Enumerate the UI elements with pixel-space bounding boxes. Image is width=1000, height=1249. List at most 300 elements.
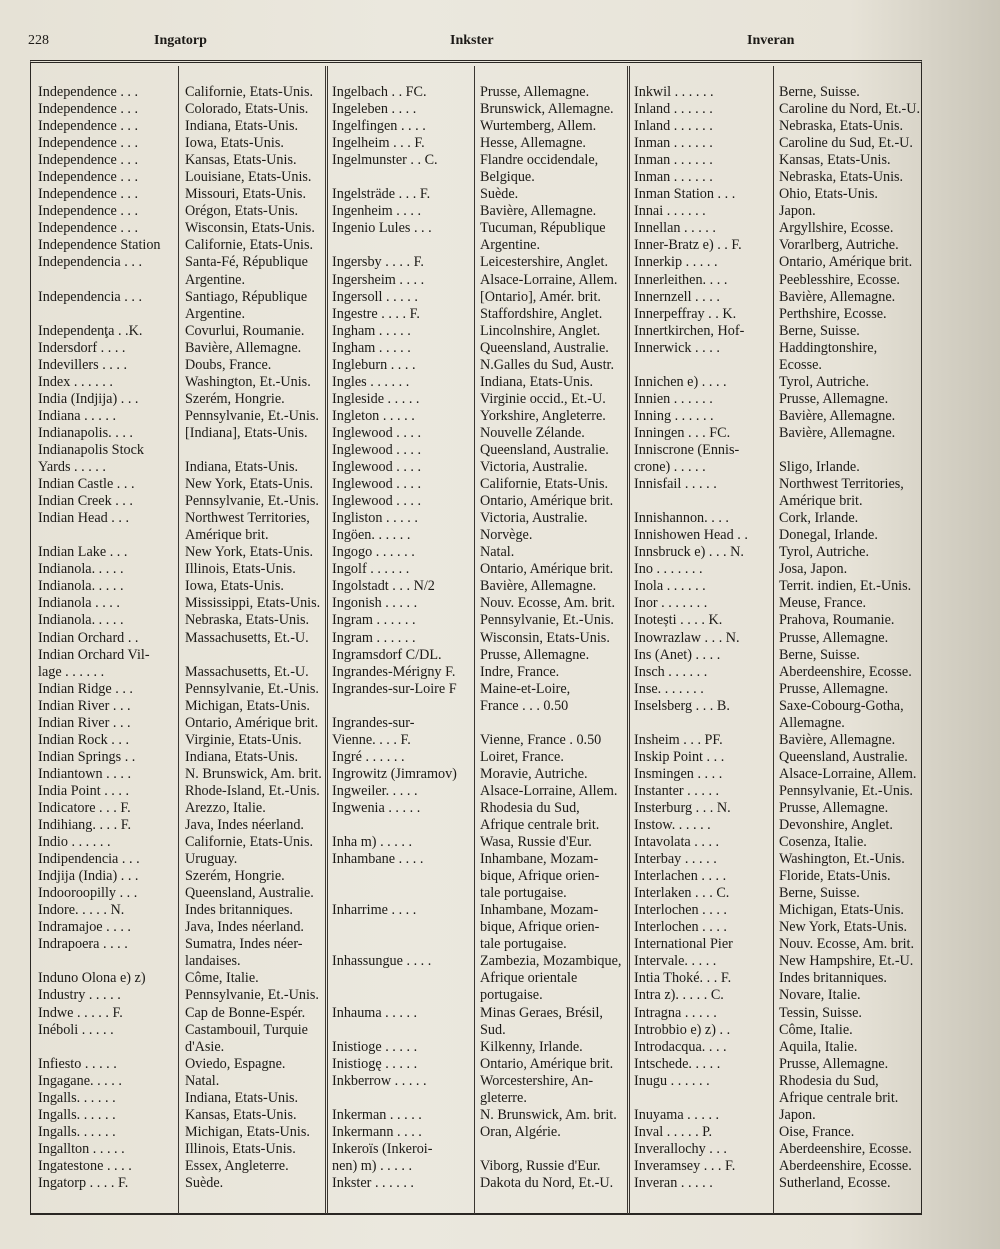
list-item: Inning . . . . . . [634,407,714,424]
list-item: Aberdeenshire, Ecosse. [779,663,912,680]
list-item: Innichen e) . . . . [634,373,727,390]
list-item: Josa, Japon. [779,561,848,578]
list-item: Ingham . . . . . [332,339,411,356]
list-item [332,970,474,987]
list-item: Ingham . . . . . [332,322,411,339]
list-item: Interbay . . . . . [634,851,717,868]
list-item [332,936,474,953]
list-item: Ingenio Lules . . . [332,220,432,237]
list-item: d'Asie. [185,1038,225,1055]
list-item: Inse. . . . . . . [634,680,704,697]
list-item: Inman . . . . . . [634,169,713,186]
list-item [332,987,474,1004]
list-item: Tyrol, Autriche. [779,373,870,390]
list-item: Castambouil, Turquie [185,1021,308,1038]
list-item: Innai . . . . . . [634,203,706,220]
list-item: Ingestre . . . . F. [332,305,420,322]
list-item: Prusse, Allemagne. [779,390,889,407]
list-item: Santiago, République [185,288,308,305]
list-item: Indian Orchard Vil- [38,646,150,663]
list-item: Uruguay. [185,851,238,868]
list-item: Ingatorp . . . . F. [38,1175,129,1191]
list-item: Louisiane, Etats-Unis. [185,169,312,186]
list-item: Independence . . . [38,118,139,135]
list-item: Wisconsin, Etats-Unis. [185,220,315,237]
list-item: Indian Orchard . . [38,629,139,646]
list-item: Indiana . . . . . [38,407,117,424]
list-item: Illinois, Etats-Unis. [185,1140,296,1157]
list-item: Queensland, Australie. [480,339,609,356]
list-item [38,272,178,289]
list-item: Ingallton . . . . . [38,1140,125,1157]
list-item: Allemagne. [779,714,845,731]
list-item: Cork, Irlande. [779,510,859,527]
page-number: 228 [28,33,49,48]
list-item: Tessin, Suisse. [779,1004,862,1021]
list-item: Maine-et-Loire, [480,680,571,697]
list-item: Ingwenia . . . . . [332,799,421,816]
list-item: Novare, Italie. [779,987,861,1004]
list-item: Ingelmunster . . C. [332,152,438,169]
list-item: Insheim . . . PF. [634,731,723,748]
list-item: Inglewood . . . . [332,493,422,510]
list-item: portugaise. [480,987,543,1004]
list-item: Donegal, Irlande. [779,527,878,544]
list-item: Moravie, Autriche. [480,765,588,782]
list-item: Norvège. [480,527,533,544]
list-item: Szerém, Hongrie. [185,868,285,885]
list-item: Covurlui, Roumanie. [185,322,305,339]
list-item: Ingram . . . . . . [332,612,416,629]
list-item: Dakota du Nord, Et.-U. [480,1175,614,1191]
list-item: Brunswick, Allemagne. [480,101,614,118]
list-item: Staffordshire, Anglet. [480,305,603,322]
list-item: Viborg, Russie d'Eur. [480,1157,601,1174]
list-item: Ino . . . . . . . [634,561,703,578]
list-item: Prusse, Allemagne. [480,646,590,663]
list-item: Indiana, Etats-Unis. [185,118,299,135]
list-item: Intra z). . . . . C. [634,987,724,1004]
list-item: Bavière, Allemagne. [779,407,896,424]
list-item: crone) . . . . . [634,459,706,476]
list-item: Ecosse. [779,356,822,373]
list-item: Ingogo . . . . . . [332,544,415,561]
list-item: bique, Afrique orien- [480,919,600,936]
list-item: Ingrowitz (Jimramov) [332,765,457,782]
list-item: Massachusetts, Et.-U. [185,629,309,646]
list-item: Inveramsey . . . F. [634,1157,736,1174]
list-item: Nebraska, Etats-Unis. [779,169,904,186]
list-item: Ingöen. . . . . . [332,527,411,544]
list-item: Alsace-Lorraine, Allem. [480,271,618,288]
list-item: Ingles . . . . . . [332,373,410,390]
list-item: Indian Ridge . . . [38,680,133,697]
list-item: Innerleithen. . . . [634,271,728,288]
list-item: Szerém, Hongrie. [185,390,285,407]
list-item: Ingleburn . . . . [332,356,416,373]
list-item: N.Galles du Sud, Austr. [480,356,614,373]
list-item: Loiret, France. [480,748,564,765]
list-item: Worcestershire, An- [480,1072,594,1089]
list-item: Prahova, Roumanie. [779,612,895,629]
list-item: Virginie, Etats-Unis. [185,731,302,748]
list-item: Innsbruck e) . . . N. [634,544,744,561]
list-item: lage . . . . . . [38,663,105,680]
list-item: Industry . . . . . [38,987,121,1004]
list-item: Devonshire, Anglet. [779,817,893,834]
list-item: Berne, Suisse. [779,885,860,902]
list-item: Flandre occidendale, [480,152,599,169]
list-item: Pennsylvanie, Et.-Unis. [185,987,319,1004]
list-item: Indrapoera . . . . [38,936,128,953]
list-item: Cosenza, Italie. [779,834,867,851]
list-item: Indianapolis Stock [38,441,144,458]
list-item: Ingrandes-sur- [332,714,415,731]
list-item: Sud. [480,1021,506,1038]
list-item: Ingalls. . . . . . [38,1123,116,1140]
list-item: Queensland, Australie. [779,748,908,765]
list-item: Californie, Etats-Unis. [185,84,314,100]
list-item: Instanter . . . . . [634,782,720,799]
list-item: Washington, Et.-Unis. [779,851,905,868]
list-item [332,1090,474,1107]
list-item: Kansas, Etats-Unis. [185,1106,297,1123]
column-place-names-2 [332,84,474,1192]
list-item: Indian Springs . . [38,748,136,765]
list-item: India Point . . . . [38,782,130,799]
list-item: Ingagane. . . . . [38,1072,122,1089]
list-item: N. Brunswick, Am. brit. [480,1106,617,1123]
list-item: Indianola. . . . . [38,561,124,578]
list-item [332,868,474,885]
list-item: Berne, Suisse. [779,646,860,663]
list-item: Pennsylvanie, Et.-Unis. [185,407,319,424]
list-item: Independence . . . [38,84,139,100]
list-item: Côme, Italie. [779,1021,853,1038]
list-item: Queensland, Australie. [185,885,314,902]
list-item: Inval . . . . . P. [634,1123,713,1140]
list-item: Inselsberg . . . B. [634,697,730,714]
list-item: Interlochen . . . . [634,902,727,919]
list-item: Independence . . . [38,203,139,220]
list-item: Ontario, Amérique brit. [185,714,319,731]
list-item: Ingersoll . . . . . [332,288,418,305]
list-item: Independence . . . [38,152,139,169]
list-item: Indiana, Etats-Unis. [185,748,299,765]
list-item [38,953,178,970]
list-item [38,306,178,323]
list-item: Introdacqua. . . . [634,1038,727,1055]
list-item: India (Indjija) . . . [38,390,139,407]
list-item: Côme, Italie. [185,970,259,987]
list-item: Peeblesshire, Ecosse. [779,271,900,288]
list-item: Inman . . . . . . [634,135,713,152]
list-item: Ingrandes-sur-Loire F [332,680,457,697]
list-item: Java, Indes néerland. [185,919,304,936]
list-item: Prusse, Allemagne. [779,1055,889,1072]
list-item: Ingalls. . . . . . [38,1089,116,1106]
column-divider [474,66,475,1214]
list-item: Independenţa . .K. [38,322,143,339]
list-item: Ingleside . . . . . [332,390,420,407]
list-item: Bavière, Allemagne. [480,203,597,220]
header-last-entry: Inveran [747,33,795,48]
list-item: Ingelsträde . . . F. [332,186,431,203]
list-item: Inhambane . . . . [332,851,424,868]
list-item: Ingonish . . . . . [332,595,418,612]
list-item: Innerkip . . . . . [634,254,718,271]
list-item [634,715,774,732]
list-item: Japon. [779,203,816,220]
list-item: Ingré . . . . . . [332,748,405,765]
list-item: Ontario, Amérique brit. [480,493,614,510]
list-item: Virginie occid., Et.-U. [480,390,606,407]
list-item: Nouv. Ecosse, Am. brit. [480,595,616,612]
list-item: Washington, Et.-Unis. [185,373,311,390]
list-item: Inkberrow . . . . . [332,1072,427,1089]
list-item: Insch . . . . . . [634,663,708,680]
list-item: Haddingtonshire, [779,339,878,356]
list-item: Inverallochy . . . [634,1140,727,1157]
list-item: Berne, Suisse. [779,84,860,100]
list-item [332,237,474,254]
list-item: Hesse, Allemagne. [480,135,586,152]
list-item [332,169,474,186]
list-item: New York, Etats-Unis. [779,919,908,936]
list-item: Inkeroïs (Inkeroi- [332,1140,433,1157]
list-item: landaises. [185,953,241,970]
list-item: Indicatore . . . F. [38,799,131,816]
list-item: Nebraska, Etats-Unis. [779,118,904,135]
list-item: Ins (Anet) . . . . [634,646,721,663]
list-item: Michigan, Etats-Unis. [185,697,310,714]
list-item: Inglewood . . . . [332,441,422,458]
list-item: Indore. . . . . N. [38,902,125,919]
list-item: Oran, Algérie. [480,1123,561,1140]
list-item: tale portugaise. [480,885,567,902]
list-item: Ingrandes-Mérigny F. [332,663,456,680]
list-item: Indre, France. [480,663,560,680]
list-item: Inskip Point . . . [634,748,725,765]
list-item: Inéboli . . . . . [38,1021,114,1038]
list-item: Iowa, Etats-Unis. [185,135,284,152]
list-item: Michigan, Etats-Unis. [185,1123,310,1140]
list-item: Cap de Bonne-Espér. [185,1004,306,1021]
list-item: Independence . . . [38,186,139,203]
list-item: Perthshire, Ecosse. [779,305,887,322]
list-item: Ingliston . . . . . [332,510,418,527]
list-item: Minas Geraes, Brésil, [480,1004,603,1021]
list-item: Indio . . . . . . [38,834,111,851]
list-item [38,1039,178,1056]
list-item: Ingelfingen . . . . [332,118,426,135]
list-item: Doubs, France. [185,356,272,373]
list-item: Orégon, Etats-Unis. [185,203,299,220]
list-item: Pennsylvanie, Et.-Unis. [185,493,319,510]
list-item: Inola . . . . . . [634,578,706,595]
list-item: Indian River . . . [38,714,131,731]
list-item: Ohio, Etats-Unis. [779,186,878,203]
list-item: Rhodesia du Sud, [779,1072,879,1089]
list-item: Missouri, Etats-Unis. [185,186,306,203]
list-item: Saxe-Cobourg-Gotha, [779,697,904,714]
list-item: Alsace-Lorraine, Allem. [779,765,917,782]
list-item: Indersdorf . . . . [38,339,126,356]
list-item: Kansas, Etats-Unis. [779,152,891,169]
list-item: Alsace-Lorraine, Allem. [480,782,618,799]
list-item: Prusse, Allemagne. [779,629,889,646]
list-item: Inkermann . . . . [332,1123,422,1140]
list-item: Michigan, Etats-Unis. [779,902,904,919]
list-item: Massachusetts, Et.-U. [185,663,309,680]
list-item: Bavière, Allemagne. [480,578,597,595]
list-item: Natal. [185,1072,220,1089]
list-item: Ingatestone . . . . [38,1157,132,1174]
header-first-entry: Ingatorp [154,33,207,48]
list-item [480,1141,628,1158]
list-item: gleterre. [480,1089,527,1106]
list-item: Indian Creek . . . [38,493,133,510]
list-item: Indianola. . . . . [38,612,124,629]
list-item: Indipendencia . . . [38,851,140,868]
list-item: Nouvelle Zélande. [480,424,585,441]
list-item: Nouv. Ecosse, Am. brit. [779,936,915,953]
column-locations-1 [185,84,325,1192]
list-item: Indramajoe . . . . [38,919,131,936]
list-item: Bavière, Allemagne. [779,288,896,305]
list-item: Californie, Etats-Unis. [185,834,314,851]
list-item: Tyrol, Autriche. [779,544,870,561]
list-item: Kansas, Etats-Unis. [185,152,297,169]
list-item: Ingalls. . . . . . [38,1106,116,1123]
list-item: Inhambane, Mozam- [480,902,599,919]
list-item: Arezzo, Italie. [185,799,266,816]
list-item: Intervale. . . . . [634,953,717,970]
list-item: Illinois, Etats-Unis. [185,561,296,578]
list-item: Victoria, Australie. [480,510,588,527]
list-item: Inhambane, Mozam- [480,851,599,868]
list-item: Inor . . . . . . . [634,595,708,612]
list-item [634,1090,774,1107]
list-item: Leicestershire, Anglet. [480,254,609,271]
header-middle-entry: Inkster [450,33,494,48]
list-item: Indes britanniques. [185,902,293,919]
list-item: Inniscrone (Ennis- [634,441,740,458]
list-item: Indiana, Etats-Unis. [185,459,299,476]
list-item: Oviedo, Espagne. [185,1055,286,1072]
list-item: Prusse, Allemagne. [480,84,590,100]
list-item: Innien . . . . . . [634,390,713,407]
list-item: Inistiogę . . . . . [332,1055,418,1072]
list-item [38,527,178,544]
list-item [332,698,474,715]
list-item: Bavière, Allemagne. [779,731,896,748]
list-item: Kilkenny, Irlande. [480,1038,583,1055]
list-item: Mississippi, Etats-Unis. [185,595,321,612]
list-item: Index . . . . . . [38,373,113,390]
list-item: Afrique orientale [480,970,578,987]
list-item: Indian River . . . [38,697,131,714]
list-item: Pennsylvanie, Et.-Unis. [779,782,913,799]
list-item: Iowa, Etats-Unis. [185,578,284,595]
list-item: Innishowen Head . . [634,527,748,544]
list-item: Wisconsin, Etats-Unis. [480,629,610,646]
list-item: Meuse, France. [779,595,867,612]
list-item: Indevillers . . . . [38,356,128,373]
list-item: Innellan . . . . . [634,220,716,237]
list-item: Suède. [480,186,519,203]
list-item: Introbbio e) z) . . [634,1021,731,1038]
list-item: Indes britanniques. [779,970,887,987]
list-item: Northwest Territories, [185,510,310,527]
list-item: Indian Rock . . . [38,731,130,748]
list-item: Sligo, Irlande. [779,459,860,476]
list-item: Inkerman . . . . . [332,1106,422,1123]
list-item: Aberdeenshire, Ecosse. [779,1140,912,1157]
list-item: New York, Etats-Unis. [185,476,314,493]
list-item: Inman Station . . . [634,186,736,203]
list-item: Inkwil . . . . . . [634,84,714,100]
list-item: Innertkirchen, Hof- [634,322,745,339]
list-item: Wasa, Russie d'Eur. [480,834,592,851]
list-item [332,885,474,902]
list-item: Infiesto . . . . . [38,1055,117,1072]
list-item: Indiana, Etats-Unis. [480,373,594,390]
list-item: Oise, France. [779,1123,855,1140]
list-item: Prusse, Allemagne. [779,680,889,697]
list-item: Insterburg . . . N. [634,799,731,816]
list-item: Inuyama . . . . . [634,1106,720,1123]
list-item: Prusse, Allemagne. [779,799,889,816]
list-item: Santa-Fé, République [185,254,308,271]
list-item: Rhode-Island, Et.-Unis. [185,782,320,799]
list-item: Insmingen . . . . [634,765,723,782]
list-item: Independence . . . [38,101,139,118]
list-item: Indiana, Etats-Unis. [185,1089,299,1106]
list-item: Victoria, Australie. [480,459,588,476]
list-item: Bavière, Allemagne. [779,424,896,441]
list-item: [Ontario], Amér. brit. [480,288,601,305]
list-item: Amérique brit. [185,527,269,544]
list-item: Argentine. [480,237,541,254]
list-item: Vienne, France . 0.50 [480,731,602,748]
list-item: Ingleton . . . . . [332,407,415,424]
list-item: Indian Head . . . [38,510,130,527]
list-item: Indjija (India) . . . [38,868,139,885]
list-item: Indwe . . . . . F. [38,1004,123,1021]
list-item: Independencia . . . [38,254,142,271]
list-item [332,1022,474,1039]
list-item: Sumatra, Indes néer- [185,936,303,953]
list-item [634,493,774,510]
list-item: Yards . . . . . [38,459,106,476]
list-item: Ontario, Amérique brit. [779,254,913,271]
list-item: Inveran . . . . . [634,1175,713,1191]
list-item: Inland . . . . . . [634,101,713,118]
list-item: Ingersby . . . . F. [332,254,424,271]
list-item: Vorarlberg, Autriche. [779,237,899,254]
list-item [779,442,924,459]
list-item: Ontario, Amérique brit. [480,1055,614,1072]
list-item: Innishannon. . . . [634,510,729,527]
list-item: Inkster . . . . . . [332,1175,414,1191]
list-item: Inotești . . . . K. [634,612,723,629]
list-item [332,817,474,834]
list-item: Independence Station [38,237,161,254]
list-item: Inner-Bratz e) . . F. [634,237,742,254]
list-item: N. Brunswick, Am. brit. [185,765,322,782]
column-divider [178,66,179,1214]
